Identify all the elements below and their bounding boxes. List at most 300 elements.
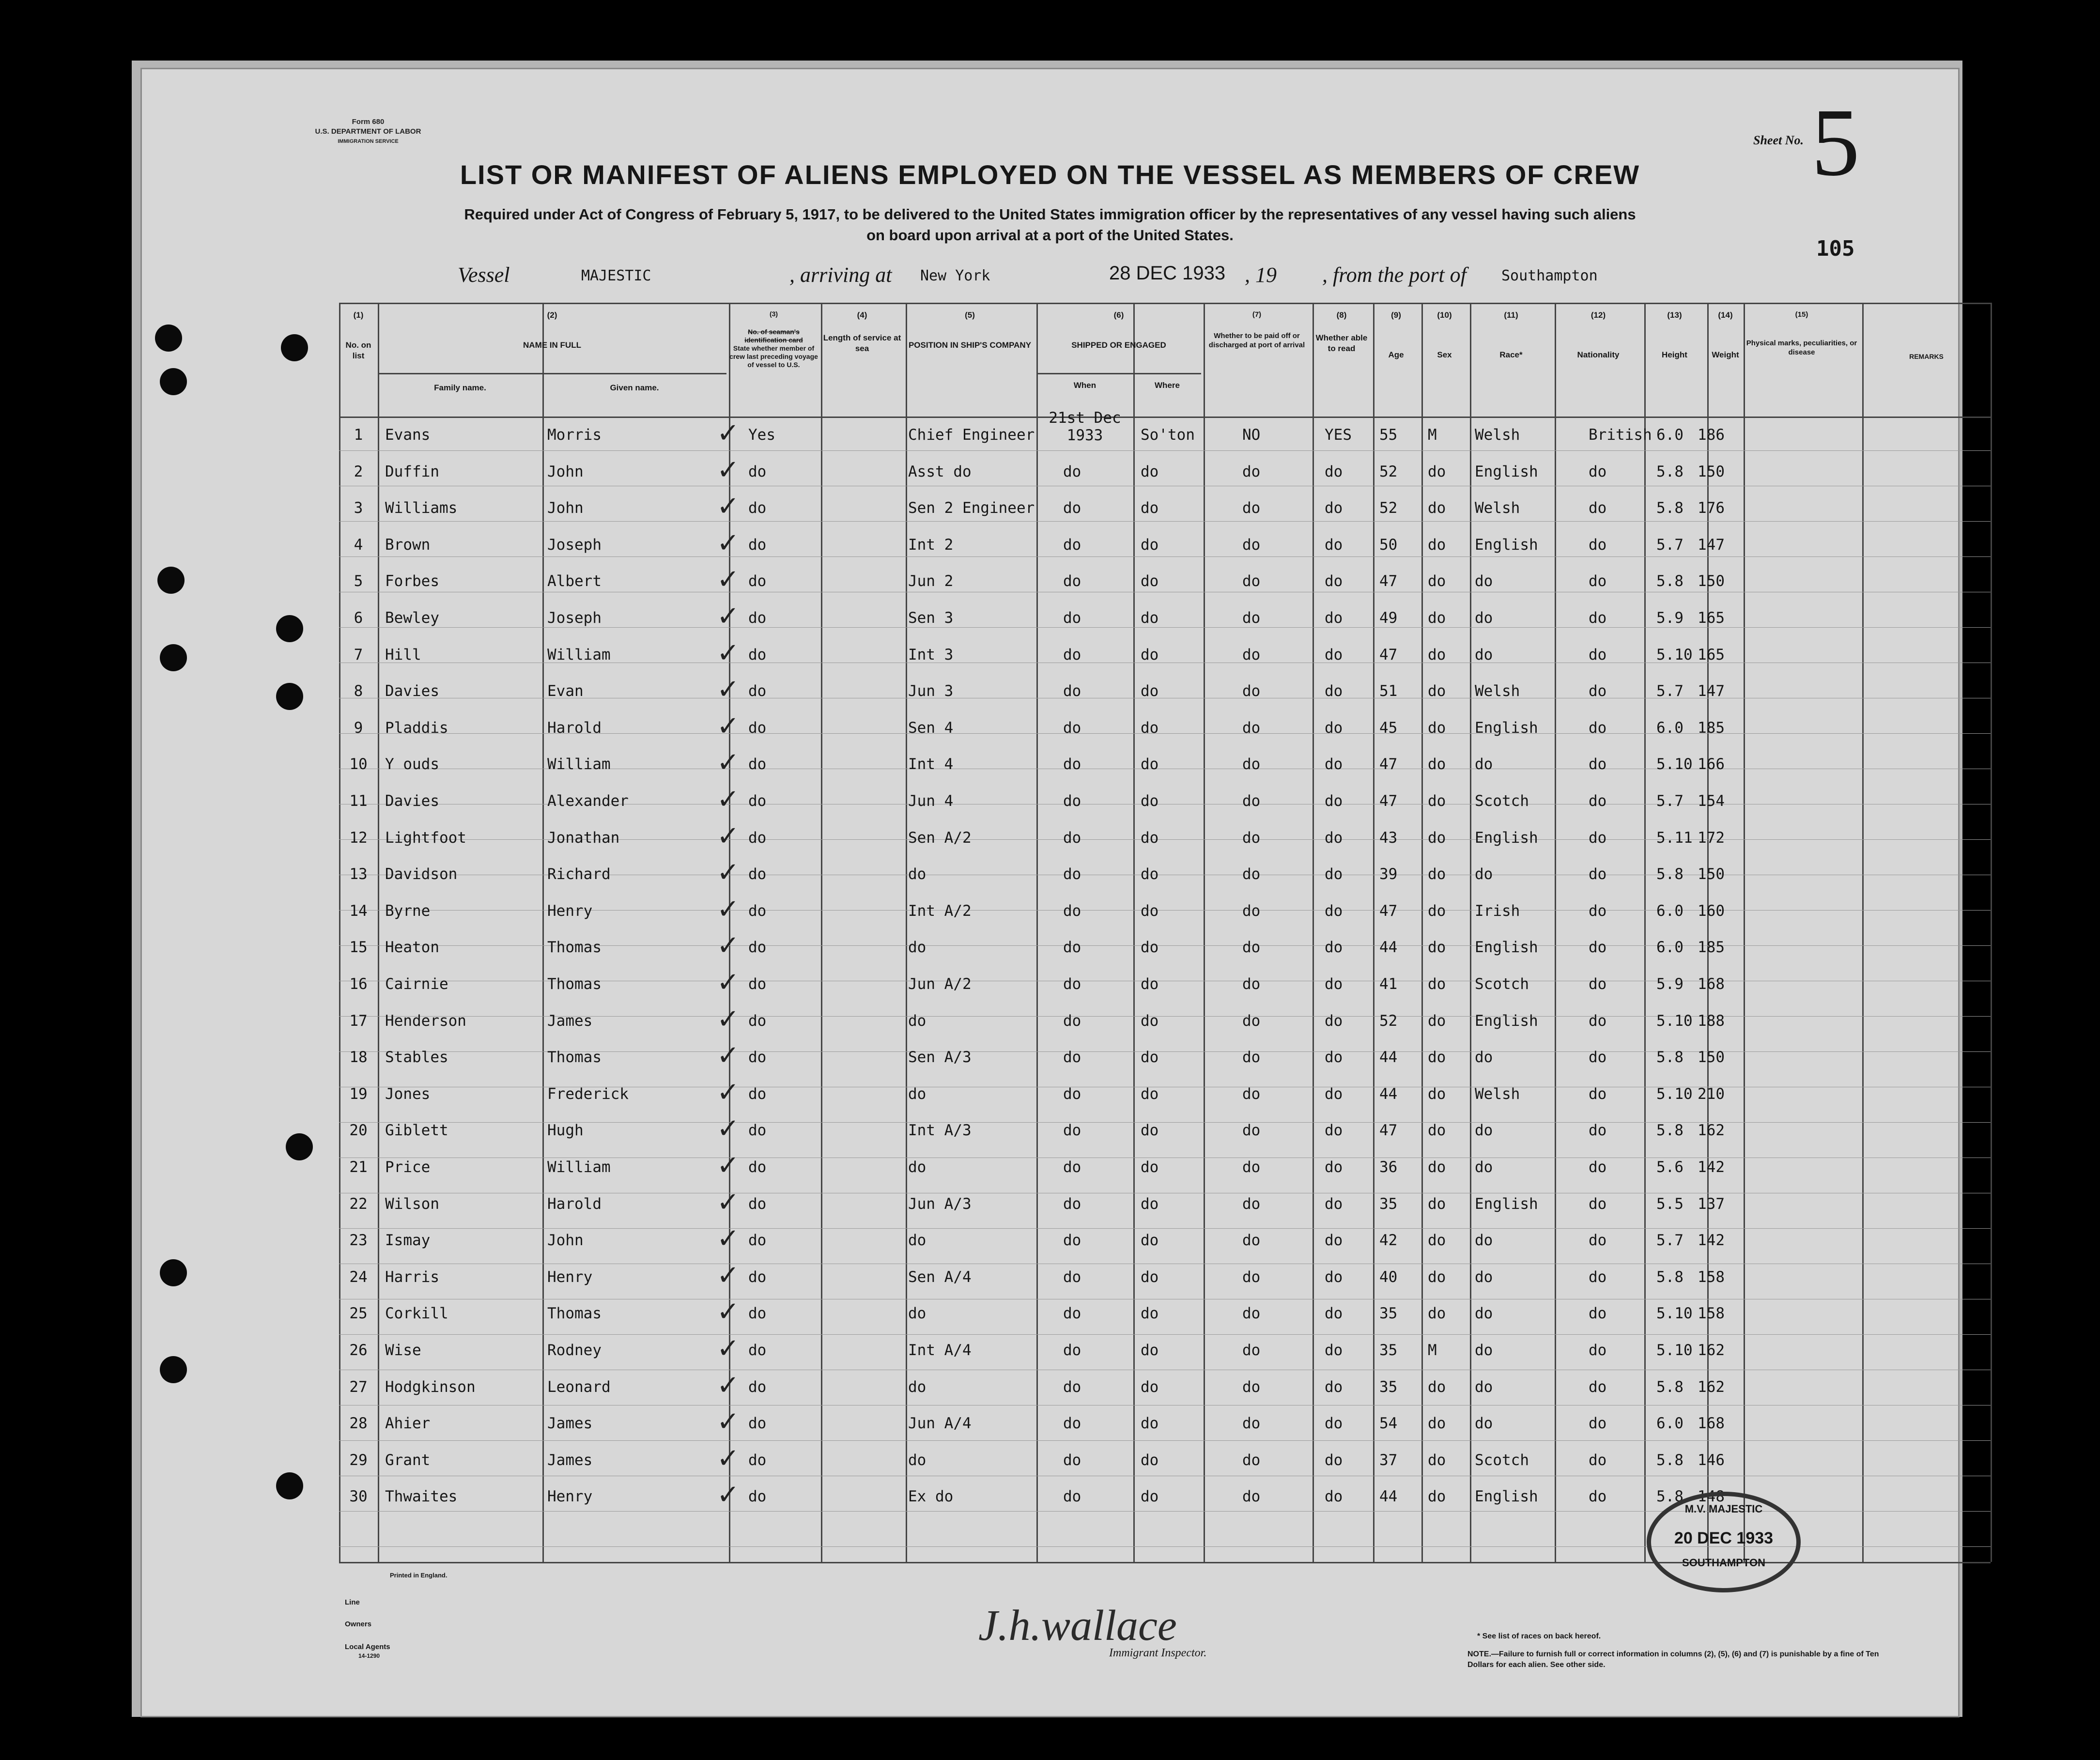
cell-paid: do xyxy=(1242,1451,1261,1469)
cell-height: 6.0 xyxy=(1656,719,1683,737)
column-rule xyxy=(906,303,907,1562)
cell-age: 52 xyxy=(1379,499,1398,517)
cell-when: do xyxy=(1063,975,1081,993)
department: U.S. DEPARTMENT OF LABOR xyxy=(315,127,421,136)
cell-read: do xyxy=(1325,1451,1343,1469)
column-rule xyxy=(1744,303,1745,1562)
sheet-number: 5 xyxy=(1811,89,1860,196)
cell-weight: 168 xyxy=(1698,975,1725,993)
cell-no: 25 xyxy=(349,1305,368,1323)
cell-age: 52 xyxy=(1379,463,1398,480)
row-rule xyxy=(339,1334,1991,1335)
cell-read: do xyxy=(1325,463,1343,480)
cell-when: do xyxy=(1063,1049,1081,1066)
cell-read: YES xyxy=(1325,426,1352,444)
cell-where: do xyxy=(1141,1342,1159,1359)
cell-nationality: do xyxy=(1589,1305,1607,1323)
cell-where: So'ton xyxy=(1141,426,1195,444)
cell-no: 16 xyxy=(349,975,368,993)
cell-position: Sen A/4 xyxy=(908,1268,972,1286)
cell-where: do xyxy=(1141,463,1159,480)
cell-no: 30 xyxy=(349,1488,368,1506)
check-mark: ✓ xyxy=(717,893,740,925)
col-6b-header: Where xyxy=(1155,381,1180,390)
cell-no: 1 xyxy=(354,426,363,444)
cell-nationality: do xyxy=(1589,1232,1607,1250)
cell-family: Duffin xyxy=(385,463,439,480)
binder-hole xyxy=(157,567,185,594)
cell-where: do xyxy=(1141,1085,1159,1103)
cell-when: do xyxy=(1063,1085,1081,1103)
cell-race: do xyxy=(1475,865,1493,883)
cell-read: do xyxy=(1325,1122,1343,1140)
col-15-title: Physical marks, peculiarities, or disease xyxy=(1746,339,1857,356)
col-5-title: POSITION IN SHIP'S COMPANY xyxy=(908,340,1032,350)
cell-age: 55 xyxy=(1379,426,1398,444)
row-rule xyxy=(339,627,1991,628)
cell-sex: do xyxy=(1428,1012,1446,1030)
cell-where: do xyxy=(1141,1049,1159,1066)
cell-member: do xyxy=(748,572,767,590)
column-rule xyxy=(1991,303,1992,1562)
col-11-header xyxy=(1470,310,1552,360)
cell-given: Morris xyxy=(547,426,602,444)
cell-read: do xyxy=(1325,572,1343,590)
cell-race: Welsh xyxy=(1475,682,1520,700)
form-number: Form 680 xyxy=(352,118,385,126)
cell-age: 49 xyxy=(1379,609,1398,627)
cell-family: Brown xyxy=(385,536,431,554)
cell-read: do xyxy=(1325,1049,1343,1066)
cell-member: do xyxy=(748,1049,767,1066)
cell-member: do xyxy=(748,646,767,664)
cell-race: do xyxy=(1475,1122,1493,1140)
cell-paid: do xyxy=(1242,1012,1261,1030)
cell-age: 42 xyxy=(1379,1232,1398,1250)
cell-paid: NO xyxy=(1242,426,1261,444)
cell-read: do xyxy=(1325,902,1343,920)
cell-height: 5.8 xyxy=(1656,499,1683,517)
cell-paid: do xyxy=(1242,572,1261,590)
cell-weight: 210 xyxy=(1698,1085,1725,1103)
row-rule xyxy=(339,556,1991,557)
cell-position: Int 2 xyxy=(908,536,954,554)
col-2-num: (2) xyxy=(547,310,557,320)
column-rule xyxy=(1470,303,1471,1562)
cell-weight: 142 xyxy=(1698,1232,1725,1250)
cell-given: Henry xyxy=(547,902,593,920)
cell-when: do xyxy=(1063,463,1081,480)
cell-age: 35 xyxy=(1379,1305,1398,1323)
col-9-num: (9) xyxy=(1391,310,1401,320)
col-3-title-a: No. of seaman's identification card xyxy=(744,328,803,344)
cell-race: English xyxy=(1475,1488,1538,1506)
cell-height: 6.0 xyxy=(1656,1415,1683,1433)
col-6-num: (6) xyxy=(1113,310,1124,320)
cell-where: do xyxy=(1141,499,1159,517)
binder-hole xyxy=(155,324,182,352)
column-rule xyxy=(821,303,822,1562)
fine-note: NOTE.—Failure to furnish full or correct information in columns (2), (5), (6) and (7) is punishable by a fine of Ten Dollars for each alien. See other side. xyxy=(1467,1650,1879,1669)
cell-when: do xyxy=(1063,499,1081,517)
col-3-num: (3) xyxy=(769,310,778,318)
cell-weight: 147 xyxy=(1698,536,1725,554)
cell-race: do xyxy=(1475,1378,1493,1396)
cell-paid: do xyxy=(1242,1158,1261,1176)
cell-sex: do xyxy=(1428,536,1446,554)
cell-sex: do xyxy=(1428,682,1446,700)
column-rule xyxy=(1133,303,1135,1562)
check-mark: ✓ xyxy=(717,1003,740,1035)
cell-sex: do xyxy=(1428,1415,1446,1433)
cell-position: Jun 4 xyxy=(908,792,954,810)
cell-paid: do xyxy=(1242,829,1261,847)
cell-family: Grant xyxy=(385,1451,431,1469)
cell-nationality: do xyxy=(1589,939,1607,957)
cell-when: do xyxy=(1063,1122,1081,1140)
cell-position: Jun A/2 xyxy=(908,975,972,993)
cell-sex: do xyxy=(1428,939,1446,957)
cell-given: William xyxy=(547,646,611,664)
cell-race: English xyxy=(1475,536,1538,554)
cell-race: do xyxy=(1475,646,1493,664)
cell-race: do xyxy=(1475,1158,1493,1176)
cell-nationality: do xyxy=(1589,536,1607,554)
cell-paid: do xyxy=(1242,1122,1261,1140)
row-rule xyxy=(339,521,1991,522)
cell-paid: do xyxy=(1242,1085,1261,1103)
binder-hole xyxy=(160,1259,187,1286)
check-mark: ✓ xyxy=(717,1040,740,1072)
cell-race: Welsh xyxy=(1475,426,1520,444)
cell-position: do xyxy=(908,865,926,883)
cell-race: do xyxy=(1475,1268,1493,1286)
cell-race: do xyxy=(1475,1232,1493,1250)
cell-no: 14 xyxy=(349,902,368,920)
cell-read: do xyxy=(1325,939,1343,957)
cell-age: 41 xyxy=(1379,975,1398,993)
cell-where: do xyxy=(1141,865,1159,883)
cell-read: do xyxy=(1325,829,1343,847)
cell-position: Sen 4 xyxy=(908,719,954,737)
cell-age: 40 xyxy=(1379,1268,1398,1286)
cell-given: James xyxy=(547,1451,593,1469)
cell-read: do xyxy=(1325,1488,1343,1506)
cell-height: 5.9 xyxy=(1656,975,1683,993)
cell-nationality: British xyxy=(1589,426,1652,444)
cell-where: do xyxy=(1141,1378,1159,1396)
cell-when: do xyxy=(1063,902,1081,920)
cell-no: 23 xyxy=(349,1232,368,1250)
cell-member: do xyxy=(748,902,767,920)
cell-read: do xyxy=(1325,609,1343,627)
cell-sex: do xyxy=(1428,1195,1446,1213)
cell-paid: do xyxy=(1242,463,1261,480)
cell-position: Ex do xyxy=(908,1488,954,1506)
cell-race: English xyxy=(1475,719,1538,737)
cell-given: Leonard xyxy=(547,1378,611,1396)
cell-given: Henry xyxy=(547,1488,593,1506)
subheader-rule xyxy=(378,373,726,374)
stamp-top: M.V. MAJESTIC xyxy=(1684,1503,1763,1515)
cell-race: Scotch xyxy=(1475,975,1529,993)
cell-height: 5.10 xyxy=(1656,756,1693,773)
column-rule xyxy=(339,303,340,1562)
col-7-header xyxy=(1204,310,1310,350)
cell-sex: do xyxy=(1428,792,1446,810)
cell-family: Harris xyxy=(385,1268,439,1286)
cell-read: do xyxy=(1325,1342,1343,1359)
cell-no: 13 xyxy=(349,865,368,883)
cell-where: do xyxy=(1141,1488,1159,1506)
cell-no: 21 xyxy=(349,1158,368,1176)
cell-weight: 142 xyxy=(1698,1158,1725,1176)
cell-when: do xyxy=(1063,1305,1081,1323)
cell-no: 15 xyxy=(349,939,368,957)
column-rule xyxy=(1707,303,1709,1562)
cell-height: 5.8 xyxy=(1656,1378,1683,1396)
cell-paid: do xyxy=(1242,865,1261,883)
cell-given: Rodney xyxy=(547,1342,602,1359)
cell-position: do xyxy=(908,1451,926,1469)
cell-race: do xyxy=(1475,1049,1493,1066)
cell-position: Int 4 xyxy=(908,756,954,773)
cell-member: do xyxy=(748,1232,767,1250)
cell-height: 5.7 xyxy=(1656,1232,1683,1250)
cell-height: 5.10 xyxy=(1656,1085,1693,1103)
cell-where: do xyxy=(1141,756,1159,773)
col-10-header xyxy=(1421,310,1467,360)
owners-label: Owners xyxy=(345,1620,372,1628)
cell-position: Sen A/2 xyxy=(908,829,972,847)
cell-where: do xyxy=(1141,1158,1159,1176)
cell-sex: do xyxy=(1428,646,1446,664)
col-8-title: Whether able to read xyxy=(1315,333,1368,353)
cell-weight: 154 xyxy=(1698,792,1725,810)
check-mark: ✓ xyxy=(717,930,740,962)
binder-hole xyxy=(276,1472,303,1499)
check-mark: ✓ xyxy=(717,674,740,706)
cell-age: 44 xyxy=(1379,1085,1398,1103)
cell-position: Jun A/3 xyxy=(908,1195,972,1213)
cell-member: do xyxy=(748,939,767,957)
cell-member: do xyxy=(748,1451,767,1469)
cell-weight: 137 xyxy=(1698,1195,1725,1213)
cell-sex: do xyxy=(1428,1049,1446,1066)
cell-sex: do xyxy=(1428,1232,1446,1250)
cell-nationality: do xyxy=(1589,829,1607,847)
col-14-header xyxy=(1707,310,1744,360)
cell-member: do xyxy=(748,1085,767,1103)
binder-hole xyxy=(281,334,308,361)
col-15-num: (15) xyxy=(1795,310,1808,319)
cell-height: 5.7 xyxy=(1656,682,1683,700)
cell-read: do xyxy=(1325,646,1343,664)
cell-height: 5.8 xyxy=(1656,1122,1683,1140)
col-4-header xyxy=(821,310,903,354)
cell-member: do xyxy=(748,1378,767,1396)
cell-given: John xyxy=(547,463,584,480)
col-1-title: No. on list xyxy=(345,340,371,360)
cell-where: do xyxy=(1141,902,1159,920)
cell-member: do xyxy=(748,792,767,810)
cell-read: do xyxy=(1325,1012,1343,1030)
col-1-header xyxy=(339,310,378,361)
cell-position: Int A/3 xyxy=(908,1122,972,1140)
cell-weight: 176 xyxy=(1698,499,1725,517)
cell-member: do xyxy=(748,1158,767,1176)
cell-family: Davies xyxy=(385,682,439,700)
cell-nationality: do xyxy=(1589,975,1607,993)
cell-paid: do xyxy=(1242,1378,1261,1396)
cell-read: do xyxy=(1325,1305,1343,1323)
cell-read: do xyxy=(1325,1158,1343,1176)
check-mark: ✓ xyxy=(717,527,740,559)
cell-race: English xyxy=(1475,939,1538,957)
cell-height: 5.6 xyxy=(1656,1158,1683,1176)
cell-given: James xyxy=(547,1012,593,1030)
cell-weight: 148 xyxy=(1698,1488,1725,1506)
cell-where: do xyxy=(1141,572,1159,590)
from-port-label: , from the port of xyxy=(1322,263,1467,287)
binder-hole xyxy=(276,615,303,642)
cell-weight: 186 xyxy=(1698,426,1725,444)
col-8-header xyxy=(1312,310,1371,354)
check-mark: ✓ xyxy=(717,454,740,486)
col-9-title: Age xyxy=(1388,350,1404,359)
inspector-signature: J.h.wallace xyxy=(978,1602,1177,1650)
cell-position: Asst do xyxy=(908,463,972,480)
column-rule xyxy=(1421,303,1423,1562)
cell-position: Int A/4 xyxy=(908,1342,972,1359)
col-6-title: SHIPPED OR ENGAGED xyxy=(1071,340,1166,350)
col-12-num: (12) xyxy=(1590,310,1606,320)
cell-race: Scotch xyxy=(1475,792,1529,810)
cell-when: 21st Dec 1933 xyxy=(1049,409,1121,444)
check-mark: ✓ xyxy=(717,710,740,742)
cell-family: Williams xyxy=(385,499,458,517)
cell-paid: do xyxy=(1242,792,1261,810)
cell-when: do xyxy=(1063,1488,1081,1506)
document-title: LIST OR MANIFEST OF ALIENS EMPLOYED ON THE VESSEL AS MEMBERS OF CREW xyxy=(460,159,1640,190)
sheet-label: Sheet No. xyxy=(1753,133,1804,147)
cell-where: do xyxy=(1141,1195,1159,1213)
cell-where: do xyxy=(1141,1268,1159,1286)
col-4-num: (4) xyxy=(857,310,867,320)
cell-given: James xyxy=(547,1415,593,1433)
cell-paid: do xyxy=(1242,1488,1261,1506)
cell-given: Thomas xyxy=(547,939,602,957)
column-rule xyxy=(1555,303,1556,1562)
cell-height: 5.10 xyxy=(1656,1342,1693,1359)
binder-hole xyxy=(286,1133,313,1160)
binder-hole xyxy=(160,1356,187,1383)
check-mark: ✓ xyxy=(717,1150,740,1181)
cell-nationality: do xyxy=(1589,1415,1607,1433)
cell-paid: do xyxy=(1242,499,1261,517)
cell-position: Int 3 xyxy=(908,646,954,664)
cell-nationality: do xyxy=(1589,572,1607,590)
binder-hole xyxy=(160,368,187,395)
page-number: 105 xyxy=(1816,236,1855,261)
row-rule xyxy=(339,1122,1991,1123)
cell-paid: do xyxy=(1242,1049,1261,1066)
cell-family: Lightfoot xyxy=(385,829,466,847)
cell-family: Wise xyxy=(385,1342,421,1359)
check-mark: ✓ xyxy=(717,491,740,523)
cell-when: do xyxy=(1063,609,1081,627)
cell-age: 44 xyxy=(1379,939,1398,957)
cell-height: 5.7 xyxy=(1656,792,1683,810)
cell-sex: M xyxy=(1428,426,1437,444)
col-14-num: (14) xyxy=(1718,310,1733,320)
col-9-header xyxy=(1373,310,1419,360)
cell-family: Ismay xyxy=(385,1232,431,1250)
cell-height: 5.8 xyxy=(1656,463,1683,480)
cell-family: Cairnie xyxy=(385,975,448,993)
arrival-port: New York xyxy=(920,267,990,284)
cell-no: 7 xyxy=(354,646,363,664)
check-mark: ✓ xyxy=(717,967,740,998)
cell-member: do xyxy=(748,1195,767,1213)
cell-no: 8 xyxy=(354,682,363,700)
cell-race: Welsh xyxy=(1475,1085,1520,1103)
cell-sex: do xyxy=(1428,1122,1446,1140)
cell-given: Jonathan xyxy=(547,829,620,847)
col-11-title: Race* xyxy=(1499,350,1523,359)
column-rule xyxy=(1036,303,1038,1562)
cell-nationality: do xyxy=(1589,1195,1607,1213)
arrival-date: 28 DEC 1933 xyxy=(1109,262,1226,284)
cell-weight: 168 xyxy=(1698,1415,1725,1433)
cell-paid: do xyxy=(1242,682,1261,700)
cell-height: 5.8 xyxy=(1656,865,1683,883)
cell-given: William xyxy=(547,756,611,773)
check-mark: ✓ xyxy=(717,1186,740,1218)
cell-nationality: do xyxy=(1589,756,1607,773)
cell-sex: do xyxy=(1428,1268,1446,1286)
service: IMMIGRATION SERVICE xyxy=(338,139,399,144)
column-rule xyxy=(1862,303,1864,1562)
cell-family: Heaton xyxy=(385,939,439,957)
row-rule xyxy=(339,450,1991,451)
cell-weight: 150 xyxy=(1698,1049,1725,1066)
cell-sex: do xyxy=(1428,1158,1446,1176)
cell-paid: do xyxy=(1242,1268,1261,1286)
cell-when: do xyxy=(1063,829,1081,847)
cell-position: Jun 2 xyxy=(908,572,954,590)
cell-nationality: do xyxy=(1589,719,1607,737)
cell-nationality: do xyxy=(1589,792,1607,810)
cell-when: do xyxy=(1063,536,1081,554)
col-1-num: (1) xyxy=(353,310,364,320)
cell-when: do xyxy=(1063,719,1081,737)
cell-where: do xyxy=(1141,1415,1159,1433)
cell-nationality: do xyxy=(1589,865,1607,883)
cell-no: 17 xyxy=(349,1012,368,1030)
cell-where: do xyxy=(1141,682,1159,700)
cell-age: 47 xyxy=(1379,792,1398,810)
cell-member: do xyxy=(748,1122,767,1140)
col-2b-header: Given name. xyxy=(610,383,659,392)
cell-where: do xyxy=(1141,1305,1159,1323)
cell-position: do xyxy=(908,1232,926,1250)
cell-position: Sen A/3 xyxy=(908,1049,972,1066)
cell-sex: do xyxy=(1428,902,1446,920)
check-mark: ✓ xyxy=(717,1076,740,1108)
cell-where: do xyxy=(1141,939,1159,957)
cell-read: do xyxy=(1325,756,1343,773)
